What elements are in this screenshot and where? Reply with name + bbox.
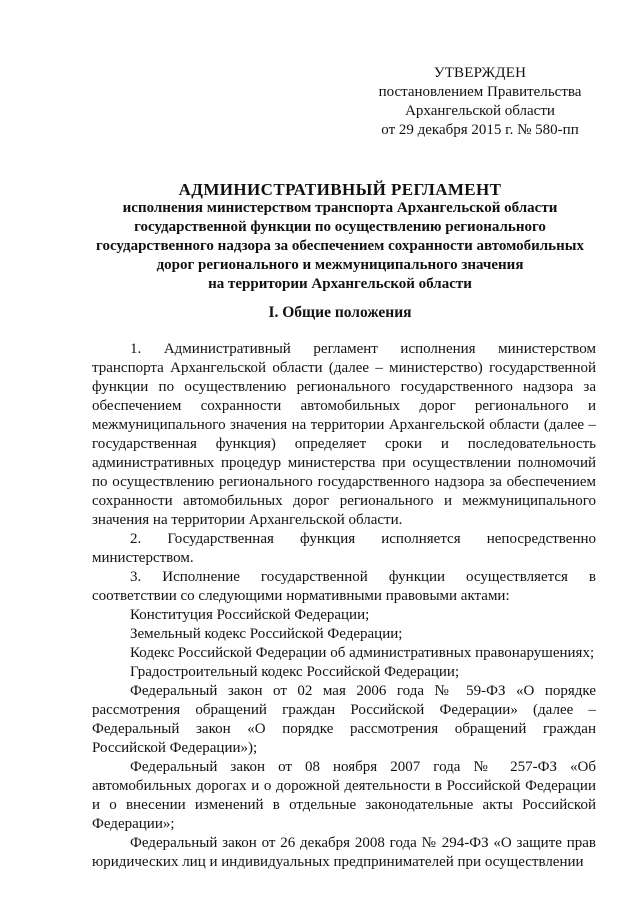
paragraph: Кодекс Российской Федерации об административных правонарушениях; <box>130 645 595 661</box>
document-body <box>92 340 596 872</box>
approval-title: УТВЕРЖДЕН <box>433 65 527 81</box>
document-title-line: исполнения министерством транспорта Архангельской области <box>122 200 558 216</box>
approval-line: Архангельской области <box>405 103 555 119</box>
document-title <box>60 180 620 294</box>
paragraph: Федеральный закон от 26 декабря 2008 года № 294-ФЗ «О защите прав юридических лиц и индивидуальных предпринимателей при осуществлении <box>92 835 596 870</box>
paragraph: 2. Государственная функция исполняется непосредственно министерством. <box>92 531 596 566</box>
approval-line: постановлением Правительства <box>378 84 582 100</box>
approval-block <box>360 64 600 140</box>
paragraph: Федеральный закон от 08 ноября 2007 года № 257-ФЗ «Об автомобильных дорогах и о дорожной деятельности в Российской Федерации и о внесении изменений в отдельные законодательные акты Российской Федерации»; <box>92 759 596 832</box>
document-title-line: государственной функции по осуществлению регионального <box>134 219 546 235</box>
paragraph: Конституция Российской Федерации; <box>130 607 370 623</box>
section-heading: I. Общие положения <box>268 304 412 321</box>
document-title-line: на территории Архангельской области <box>208 276 472 292</box>
paragraph: 3. Исполнение государственной функции осуществляется в соответствии со следующими нормативными правовыми актами: <box>92 569 596 604</box>
paragraph: Федеральный закон от 02 мая 2006 года № 59-ФЗ «О порядке рассмотрения обращений граждан Российской Федерации» (далее – Федеральный закон «О порядке рассмотрения обращений граждан Российской Федерации»); <box>92 683 596 756</box>
document-title-line: государственного надзора за обеспечением сохранности автомобильных <box>96 238 584 254</box>
paragraph: Земельный кодекс Российской Федерации; <box>130 626 403 642</box>
document-title-line: дорог регионального и межмуниципального значения <box>156 257 524 273</box>
paragraph: Градостроительный кодекс Российской Федерации; <box>130 664 460 680</box>
document-title-main: АДМИНИСТРАТИВНЫЙ РЕГЛАМЕНТ <box>178 180 502 199</box>
paragraph: 1. Административный регламент исполнения министерством транспорта Архангельской области (далее – министерство) государственной функции по осуществлению регионального государственного надзора за обеспечением сохранности автомобильных дорог регионального и межмуниципального значения на территории Архангельской области (далее – государственная функция) определяет сроки и последовательность административных процедур министерства при осуществлении полномочий по осуществлению регионального государственного надзора за обеспечением сохранности автомобильных дорог регионального и межмуниципального значения на территории Архангельской области. <box>92 341 596 528</box>
approval-line: от 29 декабря 2015 г. № 580-пп <box>381 122 579 138</box>
